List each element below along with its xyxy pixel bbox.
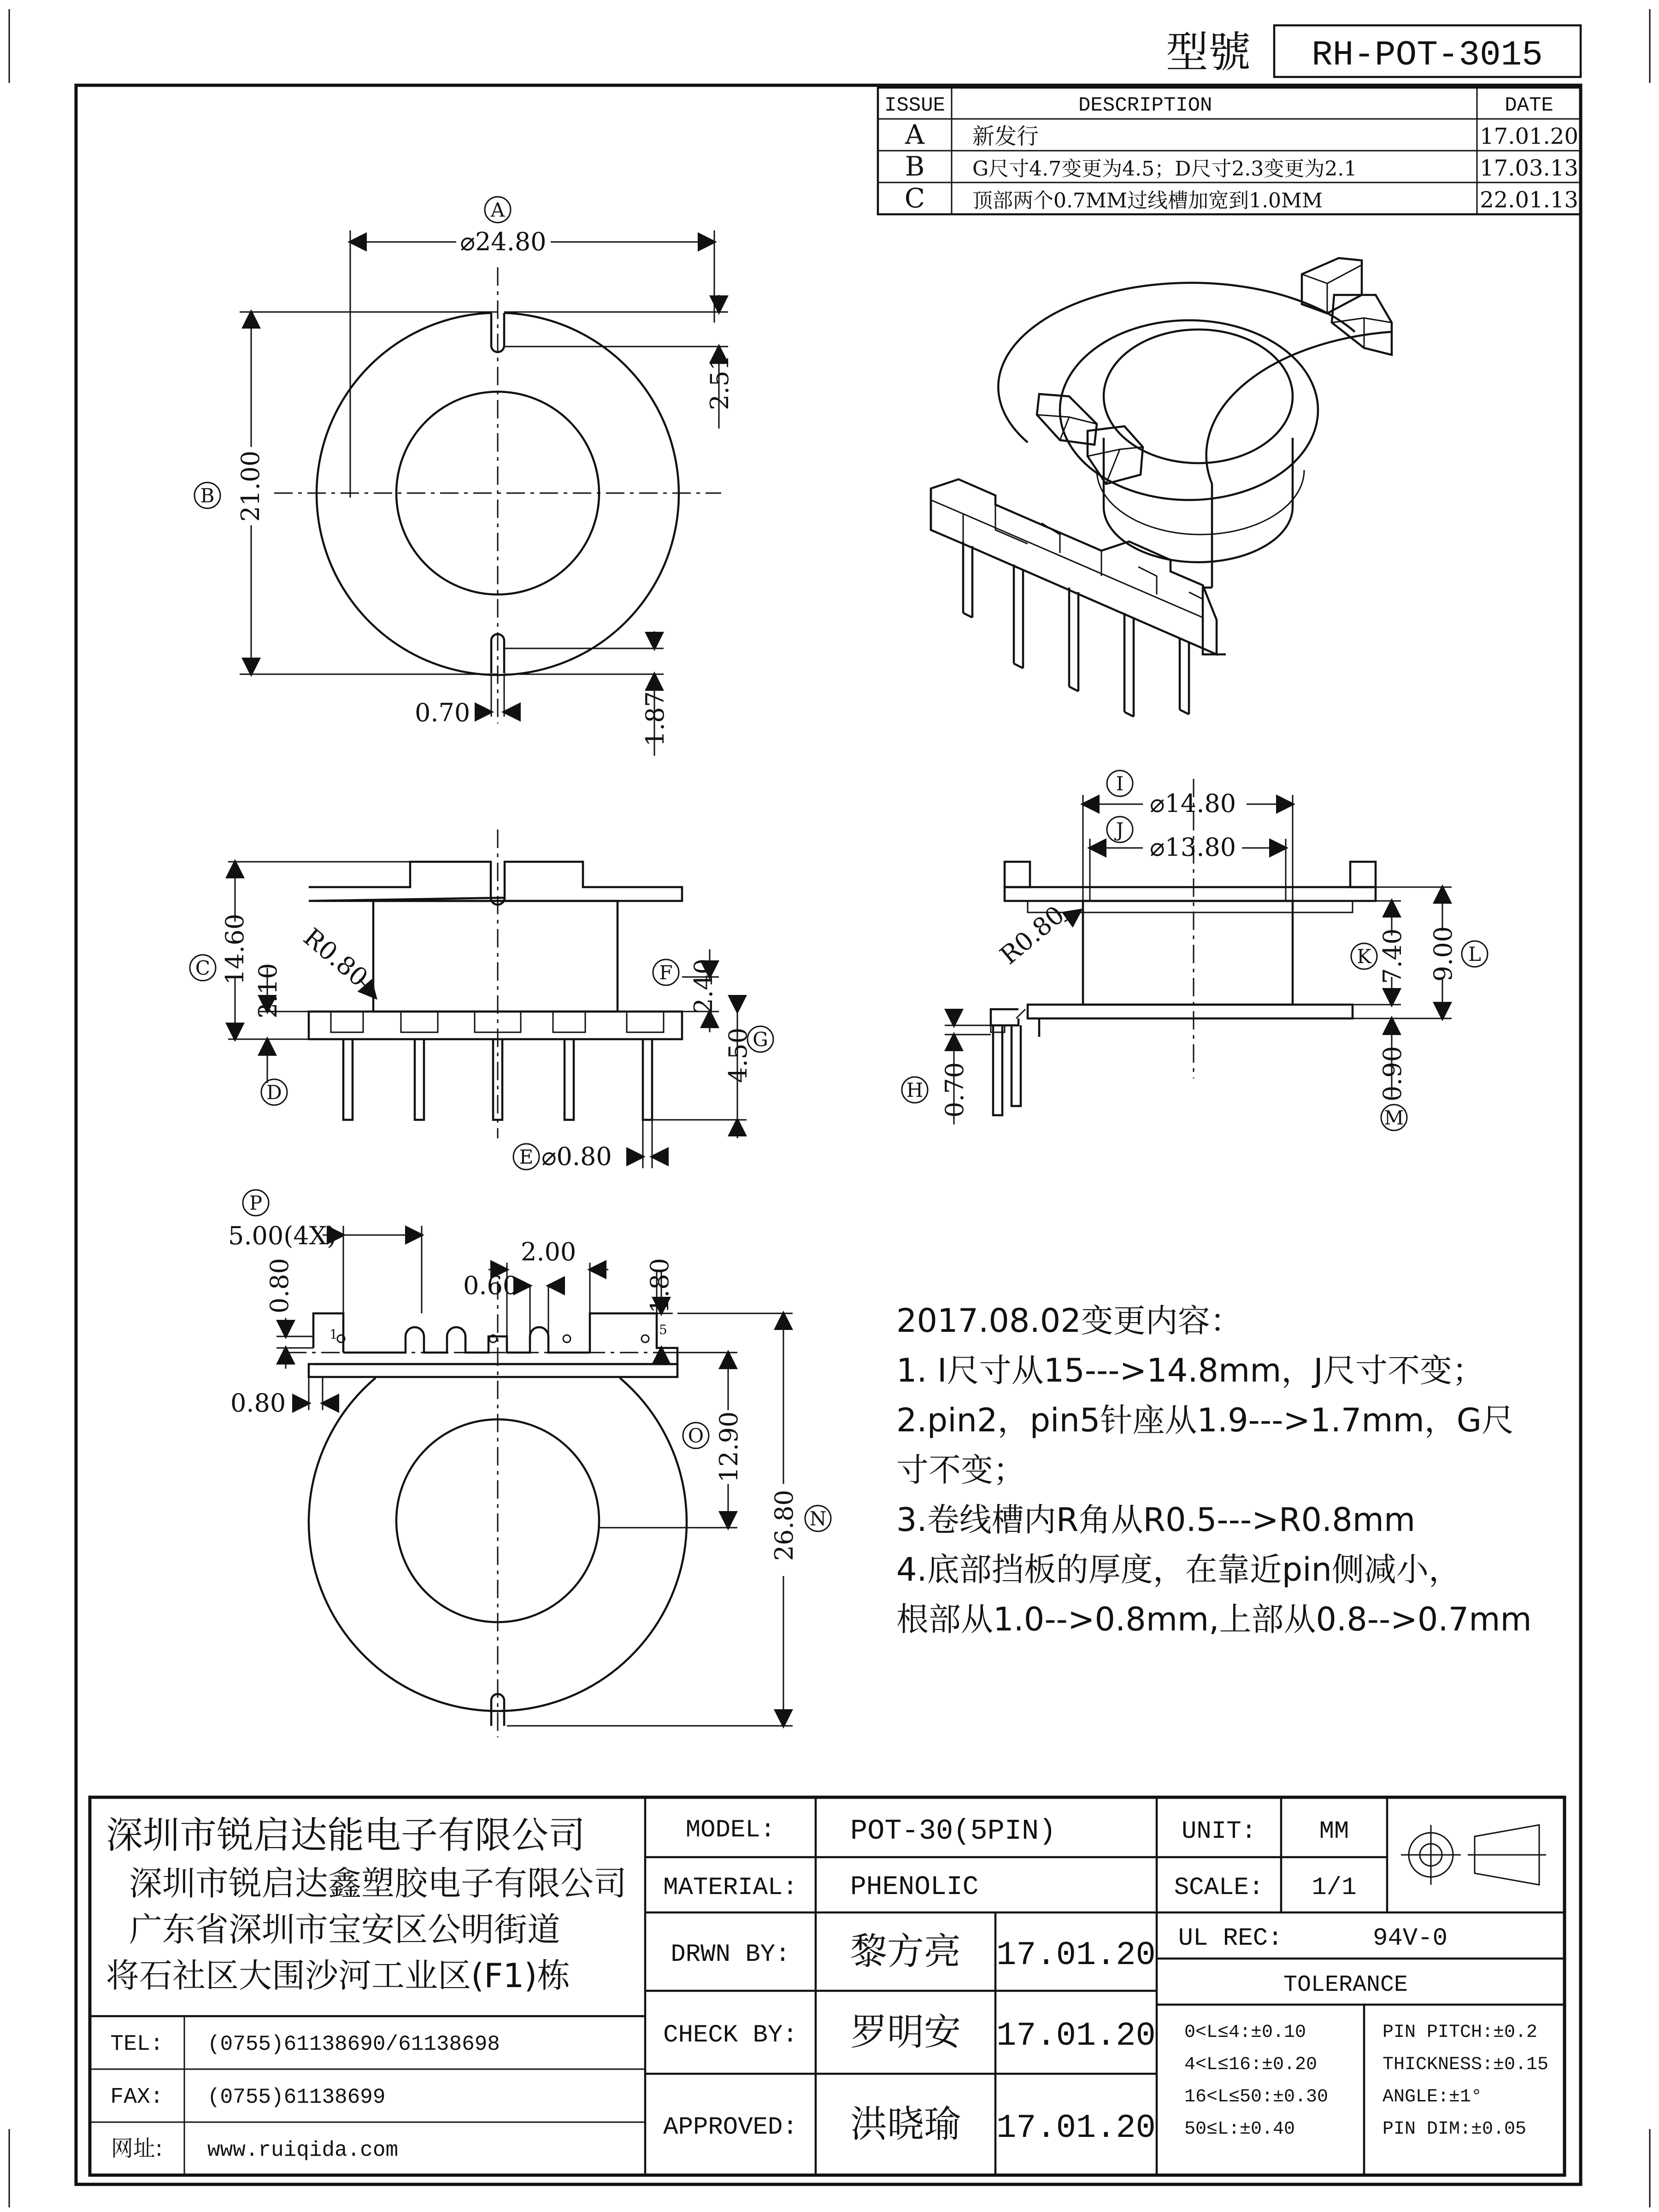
- pin-label-first: 1: [329, 1327, 338, 1342]
- bottom-view: [228, 1190, 831, 1737]
- rev-date: 17.01.20: [1480, 124, 1578, 149]
- balloon-b: B: [200, 484, 215, 507]
- dim-o: 12.90: [714, 1411, 743, 1483]
- drawn-by-name: 黎方亮: [850, 1930, 961, 1973]
- tolerance-row: PIN PITCH:±0.2: [1382, 2022, 1538, 2043]
- model-header-label: 型號: [1166, 28, 1251, 77]
- rev-issue: B: [905, 151, 925, 182]
- dim-radius: R0.80: [298, 922, 374, 993]
- rev-description: 顶部两个0.7MM过线槽加宽到1.0MM: [972, 189, 1323, 212]
- revision-table: [878, 88, 1581, 214]
- approved-date: 17.01.20: [996, 2109, 1156, 2147]
- tolerance-title: TOLERANCE: [1283, 1972, 1408, 1998]
- dim-slot-bottom: 1.87: [641, 691, 670, 747]
- rev-issue: C: [904, 182, 925, 214]
- drawn-by-label: DRWN BY:: [671, 1941, 790, 1969]
- title-block: [90, 1797, 1565, 2175]
- dim-g: 4.50: [724, 1027, 753, 1083]
- rev-header-issue: ISSUE: [884, 94, 946, 117]
- balloon-d: D: [266, 1081, 282, 1104]
- check-by-date: 17.01.20: [996, 2017, 1156, 2055]
- balloon-e: E: [519, 1146, 534, 1168]
- material-value: PHENOLIC: [850, 1872, 979, 1902]
- dim-d: 2.10: [253, 963, 282, 1019]
- scale-label: SCALE:: [1174, 1874, 1264, 1902]
- rev-header-description: DESCRIPTION: [1078, 94, 1212, 117]
- rev-description: G尺寸4.7变更为4.5；D尺寸2.3变更为2.1: [972, 157, 1357, 181]
- tel-label: TEL:: [110, 2032, 164, 2057]
- change-note-line: 1. I尺寸从15--->14.8mm，J尺寸不变；: [896, 1352, 1485, 1389]
- dim-n: 26.80: [770, 1489, 799, 1561]
- tolerance-row: ANGLE:±1°: [1382, 2087, 1483, 2107]
- change-note-line: 寸不变；: [896, 1451, 1025, 1489]
- fax-value: (0755)61138699: [207, 2085, 386, 2109]
- tolerance-row: PIN DIM:±0.05: [1382, 2119, 1527, 2140]
- unit-label: UNIT:: [1181, 1818, 1257, 1846]
- company-address: 广东省深圳市宝安区公明街道: [129, 1910, 561, 1949]
- dim-l: 9.00: [1429, 926, 1458, 982]
- unit-value: MM: [1319, 1818, 1349, 1846]
- dim-h080: 0.80: [265, 1258, 294, 1314]
- balloon-j: J: [1116, 818, 1124, 841]
- rev-date: 22.01.13: [1480, 187, 1578, 213]
- balloon-n: N: [809, 1507, 827, 1530]
- rev-date: 17.03.13: [1480, 155, 1578, 181]
- ul-label: UL REC:: [1178, 1924, 1283, 1953]
- side-view: [902, 771, 1488, 1130]
- scale-value: 1/1: [1312, 1874, 1357, 1902]
- dim-w060: 0.60: [463, 1271, 519, 1300]
- dim-b: 21.00: [236, 450, 265, 522]
- dim-slot-width: 0.70: [415, 698, 471, 727]
- tolerance-row: 0<L≤4:±0.10: [1184, 2022, 1306, 2043]
- dim-m: 0.90: [1378, 1046, 1407, 1102]
- dim-j: ⌀13.80: [1150, 833, 1236, 862]
- model-header: [1166, 25, 1581, 77]
- iso-view: [931, 258, 1392, 717]
- balloon-o: O: [688, 1424, 704, 1447]
- dim-c: 14.60: [220, 913, 249, 985]
- dim-side-radius: R0.80: [994, 900, 1070, 970]
- dim-pitch: 5.00(4X): [228, 1221, 337, 1250]
- balloon-h: H: [906, 1079, 924, 1101]
- dim-slot-top: 2.51: [705, 354, 734, 411]
- balloon-m: M: [1384, 1106, 1404, 1129]
- change-note-line: 4.底部挡板的厚度，在靠近pin侧减小，: [896, 1551, 1461, 1588]
- ul-value: 94V-0: [1372, 1924, 1448, 1953]
- change-note-line: 根部从1.0-->0.8mm,上部从0.8-->0.7mm: [896, 1600, 1532, 1638]
- dim-h: 0.70: [940, 1062, 969, 1118]
- change-notes-title: 2017.08.02变更内容：: [896, 1302, 1242, 1340]
- check-by-name: 罗明安: [850, 2011, 961, 2053]
- balloon-k: K: [1357, 945, 1371, 968]
- change-note-line: 3.卷线槽内R角从R0.5--->R0.8mm: [896, 1501, 1416, 1539]
- balloon-a: A: [490, 199, 505, 221]
- tolerance-row: THICKNESS:±0.15: [1382, 2054, 1549, 2075]
- company-name: 深圳市锐启达能电子有限公司: [106, 1814, 585, 1857]
- drawn-by-date: 17.01.20: [996, 1936, 1156, 1974]
- company-address: 将石社区大围沙河工业区(F1)栋: [106, 1956, 571, 1995]
- balloon-f: F: [659, 961, 673, 984]
- tolerance-row: 4<L≤16:±0.20: [1184, 2054, 1318, 2075]
- top-view: [194, 197, 734, 756]
- dim-w080: 0.80: [230, 1388, 286, 1418]
- tel-value: (0755)61138690/61138698: [207, 2032, 500, 2056]
- material-label: MATERIAL:: [663, 1874, 798, 1902]
- model-label: MODEL:: [685, 1816, 776, 1844]
- fax-label: FAX:: [110, 2085, 164, 2110]
- website-value: www.ruiqida.com: [207, 2138, 399, 2162]
- dim-w200: 2.00: [521, 1237, 577, 1266]
- dim-e: ⌀0.80: [541, 1142, 612, 1171]
- dim-h180: 1.80: [645, 1258, 674, 1314]
- model-code: RH-POT-3015: [1312, 35, 1543, 75]
- approved-name: 洪晓瑜: [850, 2103, 961, 2146]
- rev-issue: A: [905, 119, 924, 150]
- approved-label: APPROVED:: [663, 2113, 798, 2141]
- dim-f: 2.40: [689, 958, 718, 1014]
- projection-symbol-icon: [1401, 1825, 1546, 1885]
- model-value: POT-30(5PIN): [850, 1815, 1056, 1847]
- balloon-p: P: [249, 1192, 263, 1214]
- dim-i: ⌀14.80: [1150, 789, 1236, 818]
- change-note-line: 2.pin2，pin5针座从1.9--->1.7mm，G尺: [896, 1401, 1514, 1439]
- company-name-alt: 深圳市锐启达鑫塑胶电子有限公司: [129, 1864, 627, 1903]
- change-notes: [896, 1302, 1532, 1638]
- website-label: 网址:: [111, 2136, 163, 2161]
- balloon-i: I: [1116, 772, 1124, 795]
- balloon-g: G: [753, 1028, 768, 1051]
- dim-k: 7.40: [1378, 928, 1407, 984]
- balloon-c: C: [195, 957, 211, 979]
- rev-header-date: DATE: [1505, 94, 1553, 117]
- tolerance-row: 16<L≤50:±0.30: [1184, 2087, 1329, 2107]
- rev-description: 新发行: [972, 124, 1039, 149]
- tolerance-row: 50≤L:±0.40: [1184, 2119, 1295, 2140]
- front-view: [190, 830, 773, 1171]
- dim-a: ⌀24.80: [460, 227, 547, 256]
- pin-label-last: 5: [659, 1322, 667, 1337]
- balloon-l: L: [1468, 943, 1481, 965]
- check-by-label: CHECK BY:: [663, 2021, 798, 2049]
